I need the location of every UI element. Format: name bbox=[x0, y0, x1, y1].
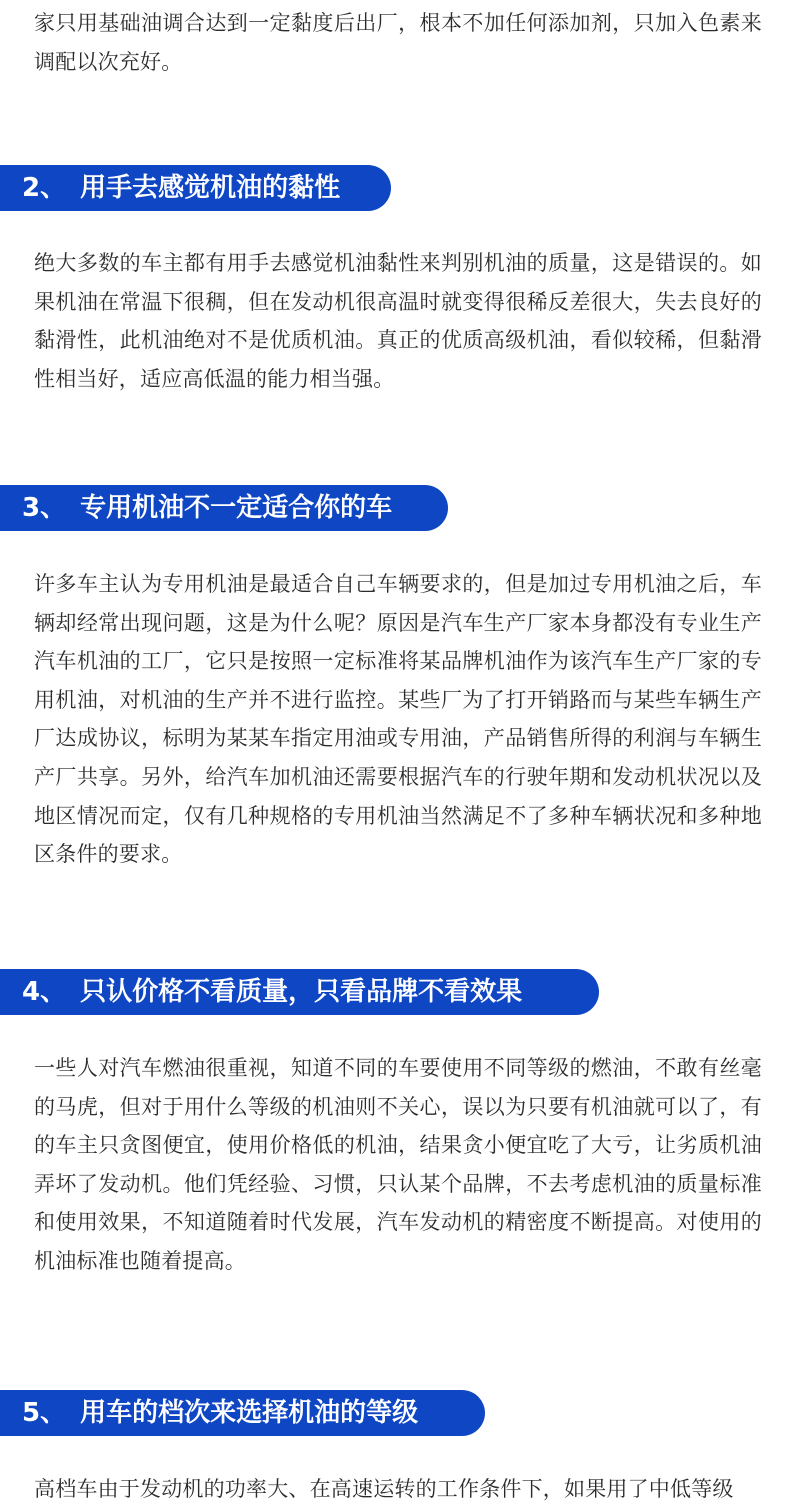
section-body-3: 许多车主认为专用机油是最适合自己车辆要求的，但是加过专用机油之后，车辆却经常出现问题，这是为什么呢？原因是汽车生产厂家本身都没有专业生产汽车机油的工厂，它只是按照一定标准将某品牌机油作为该汽车生产厂家的专用机油，对机油的生产并不进行监控。某些厂为了打开销路而与某些车辆生产厂达成协议，标明为某某车指定用油或专用油，产品销售所得的利润与车辆生产厂共享。另外，给汽车加机油还需要根据汽车的行驶年期和发动机状况以及地区情况而定，仅有几种规格的专用机油当然满足不了多种车辆状况和多种地区条件的要求。 bbox=[34, 572, 762, 867]
section-number: 2、 bbox=[22, 173, 67, 203]
intro-paragraph: 家只用基础油调合达到一定黏度后出厂，根本不加任何添加剂，只加入色素来调配以次充好。 bbox=[34, 11, 762, 74]
section-title: 用车的档次来选择机油的等级 bbox=[80, 1398, 419, 1428]
section-heading-5 bbox=[0, 1390, 485, 1436]
section-heading-4 bbox=[0, 969, 599, 1015]
section-body-2: 绝大多数的车主都有用手去感觉机油黏性来判别机油的质量，这是错误的。如果机油在常温下很稠，但在发动机很高温时就变得很稀反差很大，失去良好的黏滑性，此机油绝对不是优质机油。真正的优质高级机油，看似较稀，但黏滑性相当好，适应高低温的能力相当强。 bbox=[34, 251, 762, 391]
section-number: 5、 bbox=[22, 1398, 67, 1428]
section-body-5: 高档车由于发动机的功率大、在高速运转的工作条件下，如果用了中低等级 bbox=[34, 1477, 734, 1501]
section-body-4: 一些人对汽车燃油很重视，知道不同的车要使用不同等级的燃油，不敢有丝毫的马虎，但对于用什么等级的机油则不关心，误以为只要有机油就可以了，有的车主只贪图便宜，使用价格低的机油，结果贪小便宜吃了大亏，让劣质机油弄坏了发动机。他们凭经验、习惯，只认某个品牌，不去考虑机油的质量标准和使用效果，不知道随着时代发展，汽车发动机的精密度不断提高。对使用的机油标准也随着提高。 bbox=[34, 1056, 762, 1273]
section-title: 只认价格不看质量，只看品牌不看效果 bbox=[80, 977, 523, 1007]
section-number: 3、 bbox=[22, 493, 67, 523]
section-heading-2 bbox=[0, 165, 391, 211]
section-title: 用手去感觉机油的黏性 bbox=[80, 173, 341, 203]
section-heading-3 bbox=[0, 485, 448, 531]
section-number: 4、 bbox=[22, 977, 67, 1007]
section-title: 专用机油不一定适合你的车 bbox=[80, 493, 393, 523]
